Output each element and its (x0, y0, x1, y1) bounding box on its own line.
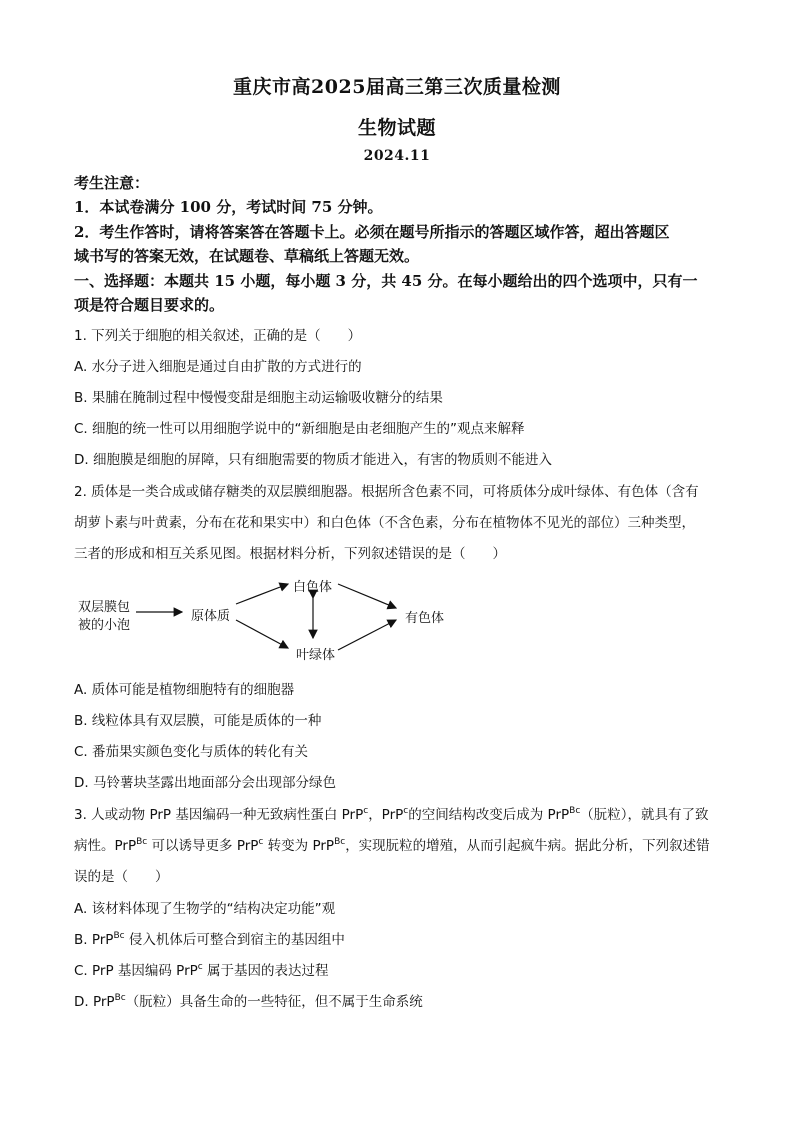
q2-option-c: C. 番茄果实颜色变化与质体的转化有关 (74, 744, 309, 760)
arrow-leucoplast-to-chromoplast (338, 584, 396, 608)
q2-option-d: D. 马铃薯块茎露出地面部分会出现部分绿色 (74, 775, 336, 791)
label-leucoplast: 白色体 (293, 580, 333, 595)
notice-item-1: 1．本试卷满分 100 分，考试时间 75 分钟。 (74, 198, 383, 216)
label-vesicle-line2: 被的小泡 (78, 618, 131, 633)
label-chloroplast: 叶绿体 (296, 648, 336, 663)
section-heading-line1: 一、选择题：本题共 15 小题，每小题 3 分，共 45 分。在每小题给出的四个选项中，只有一 (74, 272, 698, 290)
q2-option-a: A. 质体可能是植物细胞特有的细胞器 (74, 682, 295, 698)
label-vesicle-line1: 双层膜包 (78, 600, 131, 615)
plastid-diagram (74, 574, 494, 666)
exam-title: 重庆市高2025届高三第三次质量检测 (233, 76, 561, 98)
q1-option-c: C. 细胞的统一性可以用细胞学说中的“新细胞是由老细胞产生的”观点来解释 (74, 421, 525, 437)
q2-stem-line3: 三者的形成和相互关系见图。根据材料分析，下列叙述错误的是（ ） (74, 546, 506, 562)
q3-option-c: C. PrP 基因编码 PrP$^c$ 属于基因的表达过程 (74, 961, 329, 979)
q2-stem-line1: 2. 质体是一类合成或储存糖类的双层膜细胞器。根据所含色素不同，可将质体分成叶绿体、有色体（含有 (74, 484, 699, 500)
exam-date: 2024.11 (363, 148, 431, 164)
q1-option-d: D. 细胞膜是细胞的屏障，只有细胞需要的物质才能进入，有害的物质则不能进入 (74, 452, 552, 468)
subject-title: 生物试题 (357, 117, 436, 139)
section-heading-line2: 项是符合题目要求的。 (74, 296, 225, 314)
arrow-proplastid-to-chloroplast (236, 620, 288, 648)
q2-option-b: B. 线粒体具有双层膜，可能是质体的一种 (74, 713, 322, 729)
q3-stem-line3: 误的是（ ） (74, 869, 169, 885)
notice-item-2-line1: 2．考生作答时，请将答案答在答题卡上。必须在题号所指示的答题区域作答，超出答题区 (74, 223, 670, 241)
notice-item-2-line2: 域书写的答案无效，在试题卷、草稿纸上答题无效。 (74, 247, 420, 265)
q1-stem: 1. 下列关于细胞的相关叙述，正确的是（ ） (74, 328, 362, 344)
q2-stem-line2: 胡萝卜素与叶黄素，分布在花和果实中）和白色体（不含色素，分布在植物体不见光的部位）三种类型， (74, 515, 695, 531)
q3-stem-line2: 病性。PrP$^{Bc}$ 可以诱导更多 PrP$^c$ 转变为 PrP$^{Bc}$，实现朊粒的增殖，从而引起疯牛病。据此分析，下列叙述错 (74, 836, 710, 854)
q3-option-a: A. 该材料体现了生物学的“结构决定功能”观 (74, 901, 336, 917)
q1-option-a: A. 水分子进入细胞是通过自由扩散的方式进行的 (74, 359, 362, 375)
notice-heading: 考生注意： (74, 174, 150, 192)
q3-option-d: D. PrP$^{Bc}$（朊粒）具备生命的一些特征，但不属于生命系统 (74, 992, 423, 1010)
arrow-chloroplast-to-chromoplast (338, 620, 396, 650)
q3-stem-line1: 3. 人或动物 PrP 基因编码一种无致病性蛋白 PrP$^c$，PrP$^c$的空间结构改变后成为 PrP$^{Bc}$（朊粒），就具有了致 (74, 805, 709, 823)
q3-option-b: B. PrP$^{Bc}$ 侵入机体后可整合到宿主的基因组中 (74, 930, 345, 948)
label-chromoplast: 有色体 (405, 611, 445, 626)
arrow-proplastid-to-leucoplast (236, 584, 288, 604)
label-proplastid: 原体质 (191, 609, 231, 624)
q1-option-b: B. 果脯在腌制过程中慢慢变甜是细胞主动运输吸收糖分的结果 (74, 390, 443, 406)
